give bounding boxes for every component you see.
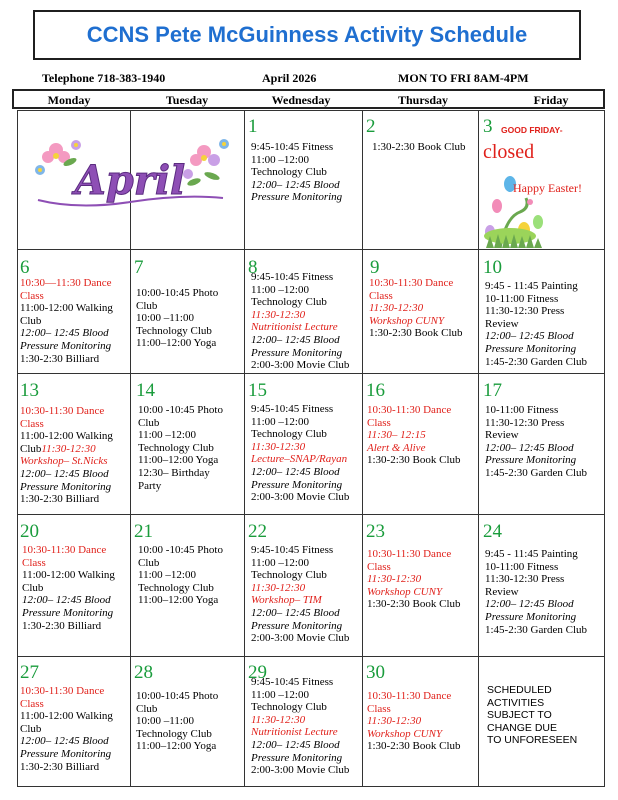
event-line: 11:00–12:00 Yoga (138, 594, 219, 607)
event-line: 2:00-3:00 Movie Club (251, 359, 350, 372)
event-line: Alert & Alive (367, 441, 426, 454)
event-line: 11:00-12:00 Walking (22, 569, 115, 582)
blank-cell-tuesday (131, 111, 133, 113)
event-line: 9:45 - 11:45 Painting (485, 280, 578, 292)
event-line: Club (20, 722, 42, 735)
event-block (251, 403, 349, 504)
event-block (367, 404, 461, 467)
event-block (136, 287, 218, 350)
event-line: Pressure Monitoring (20, 339, 112, 352)
event-line: 10-11:00 Fitness (485, 560, 559, 573)
event-line: 1:30-2:30 Billiard (20, 760, 100, 773)
event-line: 10:30-11:30 Dance (367, 548, 452, 560)
event-block (485, 280, 587, 368)
event-line: 11:30-12:30 (367, 573, 422, 586)
date-number: 23 (366, 521, 385, 542)
event-line: Technology Club (138, 441, 214, 454)
event-line: 11:00-12:00 Walking (20, 302, 113, 315)
date-number: 21 (134, 521, 153, 542)
april-clipart (18, 112, 244, 248)
april-script-word: April (74, 157, 186, 204)
schedule-notice (487, 684, 577, 747)
event-line: Pressure Monitoring (22, 606, 114, 619)
date-number: 29 (248, 662, 267, 683)
date-number: 15 (248, 380, 267, 401)
event-line: 10:30-11:30 Dance (22, 544, 107, 556)
event-line: 12:30– Birthday (138, 466, 210, 479)
event-line: 12:00– 12:45 Blood (485, 598, 574, 611)
event-line: Pressure Monitoring (251, 346, 343, 359)
event-block (22, 544, 115, 632)
easter-greeting: Happy Easter! (513, 181, 582, 195)
event-line: 11:30-12:30 (251, 581, 306, 594)
event-line: Class (367, 416, 391, 429)
event-line: Review (485, 317, 519, 330)
grid-divider (17, 656, 604, 657)
telephone: Telephone 718-383-1940 (42, 71, 166, 85)
event-line: Pressure Monitoring (20, 480, 112, 493)
event-line: 10:30-11:30 Dance (20, 405, 105, 417)
date-number: 13 (20, 380, 39, 401)
date-number: 7 (134, 257, 144, 278)
event-line: Class (367, 702, 391, 715)
event-line: Party (138, 479, 162, 492)
event-line: 11:00 –12:00 (138, 569, 196, 582)
event-line: 11:30-12:30 (367, 715, 422, 728)
date-number: 6 (20, 257, 30, 278)
event-line: 9:45-10:45 Fitness (251, 403, 334, 415)
event-block (251, 271, 349, 372)
date-number: 2 (366, 116, 376, 137)
grid-divider (17, 514, 604, 515)
event-line: Club (136, 299, 158, 312)
day-thursday: Thursday (397, 93, 449, 107)
grid-divider (244, 110, 245, 786)
date-number: 24 (483, 521, 502, 542)
event-line: Class (20, 289, 44, 302)
event-block (369, 277, 463, 340)
event-line: 10:30-11:30 Dance (367, 404, 452, 416)
event-line: Workshop– TIM (251, 594, 322, 607)
date-number: 10 (483, 257, 502, 278)
event-line: 10:00 -10:45 Photo (138, 544, 223, 556)
event-line: Class (20, 697, 44, 710)
event-line: 11:30-12:30 (251, 713, 306, 726)
event-line: 11:30– 12:15 (367, 429, 426, 442)
event-line: Workshop– St.Nicks (20, 455, 108, 468)
event-line: Pressure Monitoring (251, 751, 343, 764)
date-number: 1 (248, 116, 258, 137)
event-block (251, 676, 349, 777)
event-line: 1:45-2:30 Garden Club (485, 466, 588, 479)
event-block (485, 548, 587, 636)
event-line: 12:00– 12:45 Blood (251, 738, 340, 751)
title-box (33, 10, 581, 60)
event-line: Pressure Monitoring (251, 619, 343, 632)
event-line: Workshop CUNY (369, 314, 445, 327)
date-number: 30 (366, 662, 385, 683)
notice-line: SCHEDULED (487, 684, 552, 696)
event-line: Club (138, 556, 160, 569)
event-line: 2:00-3:00 Movie Club (251, 632, 350, 645)
grid-divider (17, 373, 604, 374)
notice-line: ACTIVITIES (487, 696, 545, 709)
day-tuesday: Tuesday (165, 93, 209, 107)
event-block (20, 685, 113, 773)
event-line: 1:30-2:30 Book Club (372, 141, 466, 153)
date-number: 20 (20, 521, 39, 542)
event-block (20, 405, 113, 506)
event-line: Pressure Monitoring (485, 610, 577, 623)
event-block (138, 404, 223, 492)
flower-icon (183, 139, 229, 187)
event-line: 11:00–12:00 Yoga (136, 337, 217, 350)
event-line: 10:00 -10:45 Photo (138, 404, 223, 416)
grid-divider (362, 110, 363, 786)
event-line: Club (20, 442, 42, 455)
event-block (251, 141, 342, 204)
event-line: 12:00– 12:45 Blood (485, 441, 574, 454)
event-line: 11:00 –12:00 (138, 429, 196, 442)
event-line: Club (136, 702, 158, 715)
page-title: CCNS Pete McGuinness Activity Schedule (86, 22, 528, 47)
date-number: 17 (483, 380, 502, 401)
event-line: Technology Club (251, 701, 327, 714)
notice-line: CHANGE DUE (487, 721, 558, 734)
event-line: Workshop CUNY (367, 727, 443, 740)
good-friday-label: GOOD FRIDAY- (501, 125, 563, 135)
day-friday: Friday (533, 93, 569, 107)
event-line: 12:00– 12:45 Blood (20, 735, 109, 748)
date-number: 9 (370, 257, 380, 278)
event-line: Review (485, 585, 519, 598)
grid-divider (17, 249, 604, 250)
event-line: 11:00-12:00 Walking (20, 710, 113, 723)
event-line: Nutritionist Lecture (251, 321, 338, 334)
day-monday: Monday (47, 93, 91, 107)
event-line: 11:00–12:00 Yoga (138, 454, 219, 467)
event-line: 1:30-2:30 Book Club (367, 740, 461, 753)
event-block (20, 277, 113, 365)
event-line: 11:00-12:00 Walking (20, 430, 113, 443)
event-line: Workshop CUNY (367, 585, 443, 598)
event-line: Class (369, 289, 393, 302)
event-line: 2:00-3:00 Movie Club (251, 491, 350, 504)
event-line: Technology Club (136, 727, 212, 740)
event-block (251, 544, 349, 645)
event-line: Technology Club (251, 166, 327, 179)
event-line: 1:30-2:30 Billiard (20, 352, 100, 365)
event-block (136, 690, 218, 753)
date-number: 22 (248, 521, 267, 542)
event-block (138, 544, 223, 607)
event-line: 11:00 –12:00 (251, 153, 309, 166)
event-line: 2:00-3:00 Movie Club (251, 764, 350, 777)
event-line: 9:45 - 11:45 Painting (485, 548, 578, 560)
event-line: 1:30-2:30 Book Club (369, 327, 463, 340)
event-line: 11:00 –12:00 (251, 688, 309, 701)
event-line: 12:00– 12:45 Blood (20, 467, 109, 480)
event-line: Lecture–SNAP/Rayan (251, 453, 348, 466)
grid-divider (478, 110, 479, 786)
event-line: Technology Club (251, 296, 327, 309)
event-line: 9:45-10:45 Fitness (251, 544, 334, 556)
event-line: Class (20, 417, 44, 430)
event-line: 11:30-12:30 (251, 308, 306, 321)
event-line: 11:00 –12:00 (251, 556, 309, 569)
event-line: 1:30-2:30 Billiard (22, 619, 102, 632)
event-line: Pressure Monitoring (20, 747, 112, 760)
event-line: 1:45-2:30 Garden Club (485, 623, 588, 636)
event-line: Pressure Monitoring (251, 191, 343, 204)
event-line: 10-11:00 Fitness (485, 404, 559, 416)
event-line: Pressure Monitoring (251, 478, 343, 491)
date-number: 27 (20, 662, 39, 683)
event-line: Club (20, 314, 42, 327)
event-line: 10:30-11:30 Dance (369, 277, 454, 289)
event-line: Pressure Monitoring (485, 342, 577, 355)
event-line: 10:00-10:45 Photo (136, 690, 219, 702)
event-line: 10:30-11:30 Dance (20, 685, 105, 697)
event-line: Nutritionist Lecture (251, 726, 338, 739)
event-line: 9:45-10:45 Fitness (251, 141, 334, 153)
event-line: Class (22, 556, 46, 569)
closed-label: closed (483, 141, 535, 163)
event-line: 11:00 –12:00 (251, 415, 309, 428)
event-line: Technology Club (136, 324, 212, 337)
event-line: 11:30-12:30 Press (485, 305, 565, 318)
event-line: 10:00-10:45 Photo (136, 287, 219, 299)
event-line: 10:30—11:30 Dance (20, 277, 112, 289)
date-number: 3 (483, 116, 493, 137)
date-number: 28 (134, 662, 153, 683)
event-line: Club (138, 416, 160, 429)
month-year: April 2026 (262, 71, 317, 85)
event-line: 12:00– 12:45 Blood (251, 333, 340, 346)
event-line: 11:30-12:30 (41, 442, 96, 455)
event-block (367, 548, 461, 611)
event-line: 1:30-2:30 Book Club (367, 598, 461, 611)
event-line: 1:30-2:30 Book Club (367, 454, 461, 467)
event-line: 9:45-10:45 Fitness (251, 271, 334, 283)
weekday-header (12, 89, 605, 109)
event-line: 11:30-12:30 Press (485, 416, 565, 429)
date-number: 14 (136, 380, 155, 401)
event-line: 12:00– 12:45 Blood (20, 327, 109, 340)
event-line: Technology Club (251, 569, 327, 582)
notice-line: SUBJECT TO (487, 709, 552, 722)
notice-line: TO UNFORESEEN (487, 734, 578, 747)
event-line: 10:30-11:30 Dance (367, 690, 452, 702)
event-line: 10:00 –11:00 (136, 312, 194, 325)
event-line: Technology Club (138, 581, 214, 594)
event-line: Pressure Monitoring (485, 454, 577, 467)
event-block (367, 690, 461, 753)
event-line: 12:00– 12:45 Blood (22, 594, 111, 607)
event-line: 12:00– 12:45 Blood (251, 178, 340, 191)
event-line: 12:00– 12:45 Blood (251, 606, 340, 619)
event-line: 10:00 –11:00 (136, 715, 194, 728)
event-line: 10-11:00 Fitness (485, 292, 559, 305)
event-line: 11:00 –12:00 (251, 283, 309, 296)
event-line: 11:30-12:30 (251, 440, 306, 453)
event-line: Club (22, 581, 44, 594)
event-line: Class (367, 560, 391, 573)
event-block (485, 404, 587, 480)
date-number: 8 (248, 257, 258, 278)
event-line: 12:00– 12:45 Blood (485, 330, 574, 343)
event-line: 9:45-10:45 Fitness (251, 676, 334, 688)
event-line: 12:00– 12:45 Blood (251, 465, 340, 478)
event-line: Review (485, 429, 519, 442)
hours: MON TO FRI 8AM-4PM (398, 71, 529, 85)
event-line: 11:30-12:30 (369, 302, 424, 315)
event-line: 1:30-2:30 Billiard (20, 493, 100, 506)
day-wednesday: Wednesday (271, 93, 331, 107)
event-line: 1:45-2:30 Garden Club (485, 355, 588, 368)
date-number: 16 (366, 380, 385, 401)
event-line: Technology Club (251, 428, 327, 441)
event-block (372, 141, 466, 154)
event-line: 11:30-12:30 Press (485, 573, 565, 586)
event-line: 11:00–12:00 Yoga (136, 740, 217, 753)
